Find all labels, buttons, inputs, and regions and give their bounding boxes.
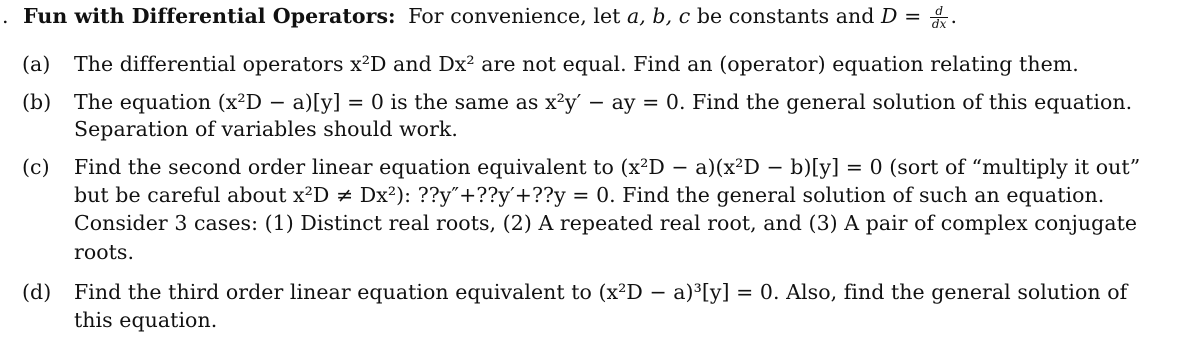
d-dx-fraction <box>930 5 949 30</box>
part-a-label: (a) <box>22 52 51 76</box>
part-a-line-1 <box>22 52 1079 76</box>
part-d-line-1 <box>22 280 1127 304</box>
part-c-line-3 <box>74 211 1137 235</box>
heading-equals: = <box>904 4 922 28</box>
part-b-label: (b) <box>22 90 52 114</box>
part-c-label: (c) <box>22 155 50 179</box>
problem-heading <box>2 4 957 30</box>
fraction-numerator: d <box>930 5 949 18</box>
problem-title: Fun with Differential Operators: <box>23 4 396 28</box>
part-a-text-1: The differential operators x²D and Dx² are not equal. Find an (operator) equation relating them. <box>74 52 1079 76</box>
heading-D: D <box>881 4 898 28</box>
fraction-denominator: dx <box>931 17 947 31</box>
heading-period: . <box>950 4 958 28</box>
heading-bullet: . <box>2 4 9 28</box>
part-c-text-3: Consider 3 cases: (1) Distinct real roots, (2) A repeated real root, and (3) A pair of complex conjugate <box>74 211 1138 235</box>
heading-intro: For convenience, let <box>408 4 621 28</box>
part-d-text-1: Find the third order linear equation equivalent to (x²D − a)³[y] = 0. Also, find the general solution of <box>74 280 1128 304</box>
part-d-text-2: this equation. <box>74 308 218 332</box>
part-c-line-4 <box>74 240 134 264</box>
part-c-text-1: Find the second order linear equation equivalent to (x²D − a)(x²D − b)[y] = 0 (sort of “multiply it out” <box>74 155 1141 179</box>
part-c-text-4: roots. <box>74 240 135 264</box>
part-c-line-2 <box>74 183 1104 207</box>
part-c-text-2: but be careful about x²D ≠ Dx²): ??y″+??y′+??y = 0. Find the general solution of such an equation. <box>74 183 1105 207</box>
part-b-text-2: Separation of variables should work. <box>74 117 458 141</box>
heading-vars: a, b, c <box>627 4 691 28</box>
part-d-label: (d) <box>22 280 52 304</box>
heading-mid: be constants and <box>696 4 875 28</box>
part-b-line-2 <box>74 117 458 141</box>
part-b-text-1: The equation (x²D − a)[y] = 0 is the same as x²y′ − ay = 0. Find the general solution of this equation. <box>74 90 1133 114</box>
part-c-line-1 <box>22 155 1140 179</box>
part-d-line-2 <box>74 308 217 332</box>
part-b-line-1 <box>22 90 1132 114</box>
